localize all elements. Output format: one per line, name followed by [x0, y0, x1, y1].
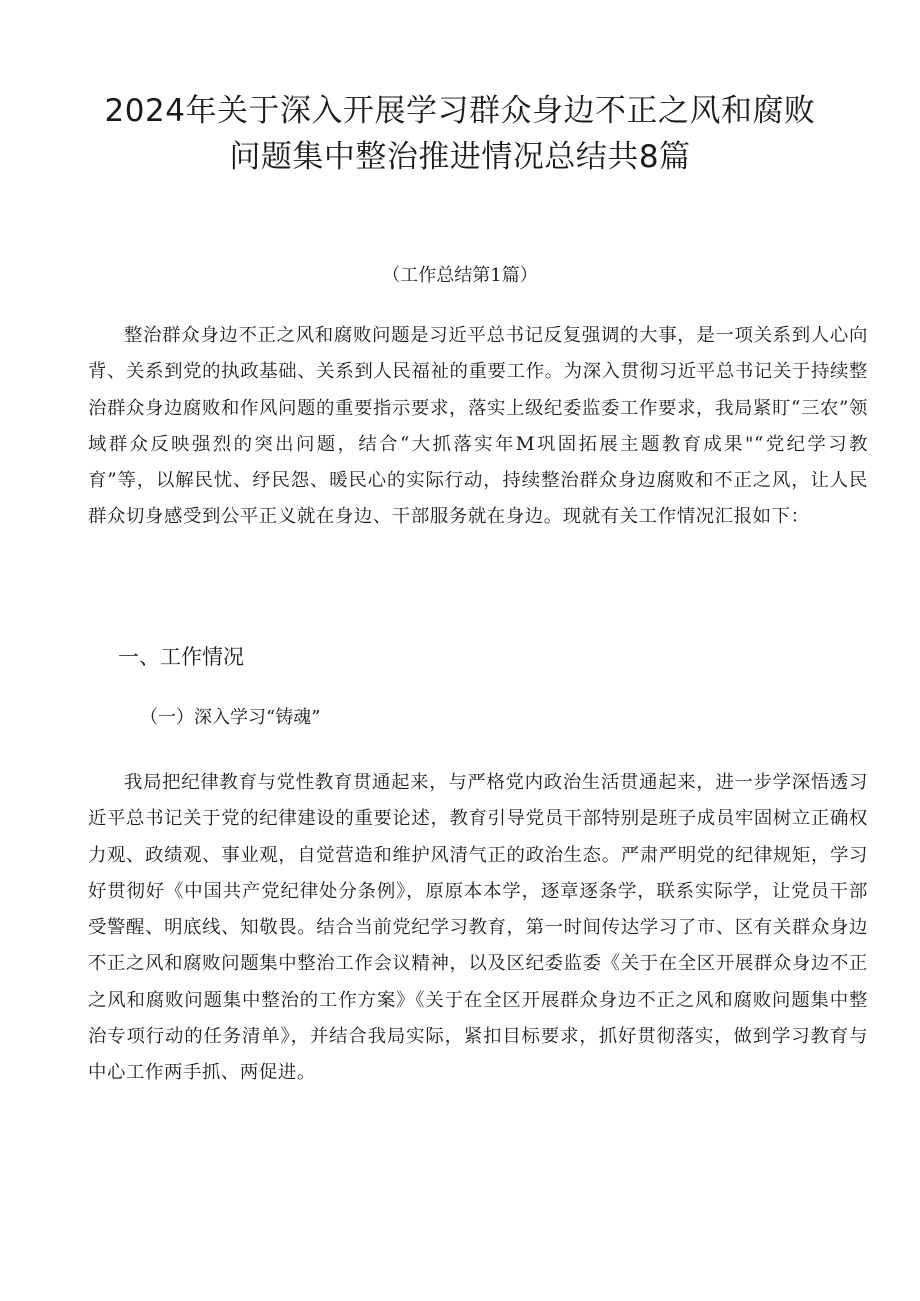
- subsection-heading-study: （一）深入学习“铸魂”: [140, 707, 321, 728]
- intro-paragraph: 整治群众身边不正之风和腐败问题是习近平总书记反复强调的大事，是一项关系到人心向背、关系到党的执政基础、关系到人民福祉的重要工作。为深入贯彻习近平总书记关于持续整治群众身边腐败和作风问题的重要指示要求，落实上级纪委监委工作要求，我局紧盯“三农”领域群众反映强烈的突出问题，结合“大抓落实年M巩固拓展主题教育成果"“党纪学习教育”等，以解民忧、纾民怨、暖民心的实际行动，持续整治群众身边腐败和不正之风，让人民群众切身感受到公平正义就在身边、干部服务就在身边。现就有关工作情况汇报如下：: [88, 325, 868, 528]
- document-title-line-2: 问题集中整治推进情况总结共8篇: [229, 139, 691, 175]
- document-subtitle: （工作总结第1篇）: [382, 265, 538, 286]
- body-paragraph: 我局把纪律教育与党性教育贯通起来，与严格党内政治生活贯通起来，进一步学深悟透习近平总书记关于党的纪律建设的重要论述，教育引导党员干部特别是班子成员牢固树立正确权力观、政绩观、事业观，自觉营造和维护风清气正的政治生态。严肃严明党的纪律规矩，学习好贯彻好《中国共产党纪律处分条例》，原原本本学，逐章逐条学，联系实际学，让党员干部受警醒、明底线、知敬畏。结合当前党纪学习教育，第一时间传达学习了市、区有关群众身边不正之风和腐败问题集中整治工作会议精神，以及区纪委监委《关于在全区开展群众身边不正之风和腐败问题集中整治的工作方案》《关于在全区开展群众身边不正之风和腐败问题集中整治专项行动的任务清单》，并结合我局实际，紧扣目标要求，抓好贯彻落实，做到学习教育与中心工作两手抓、两促进。: [88, 772, 868, 1084]
- section-heading-work-situation: 一、工作情况: [118, 645, 244, 669]
- document-title-line-1: 2024年关于深入开展学习群众身边不正之风和腐败: [104, 93, 816, 129]
